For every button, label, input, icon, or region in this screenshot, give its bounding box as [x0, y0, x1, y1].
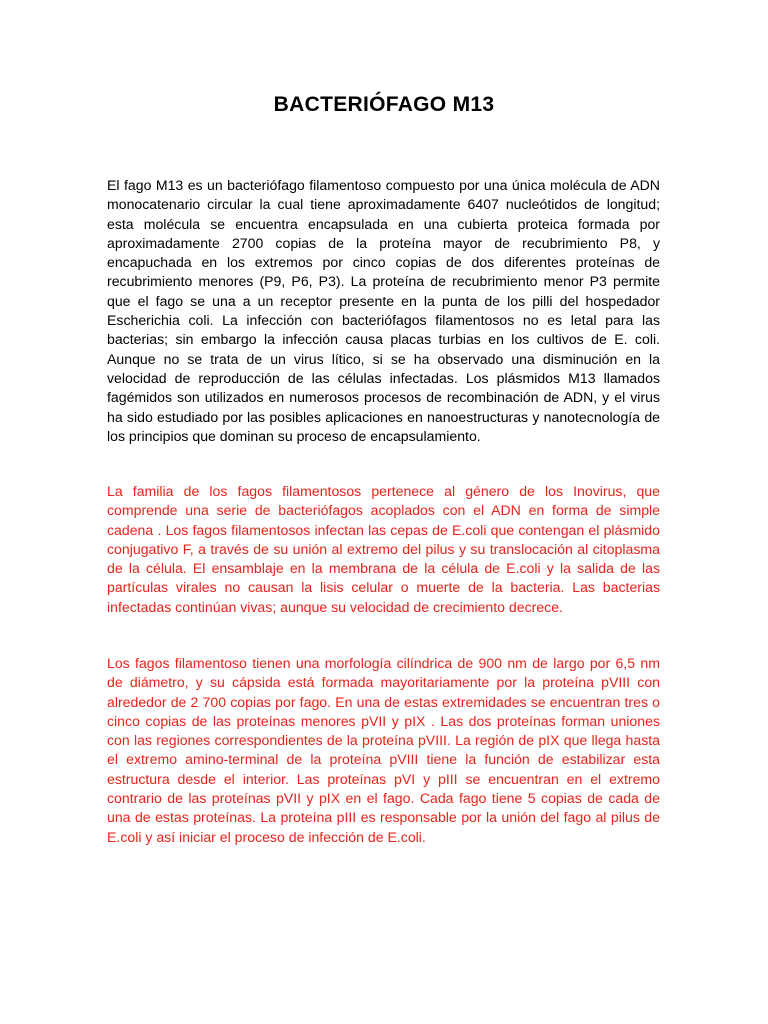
document-title: BACTERIÓFAGO M13: [273, 93, 495, 116]
paragraph-intro: El fago M13 es un bacteriófago filamentoso compuesto por una única molécula de ADN monocatenario circular la cual tiene aproximadamente 6407 nucleótidos de longitud; esta molécula se encuentra encapsulada en una cubierta proteica formada por aproximadamente 2700 copias de la proteína mayor de recubrimiento P8, y encapuchada en los extremos por cinco copias de dos diferentes proteínas de recubrimiento menores (P9, P6, P3). La proteína de recubrimiento menor P3 permite que el fago se una a un receptor presente en la punta de los pilli del hospedador Escherichia coli. La infección con bacteriófagos filamentosos no es letal para las bacterias; sin embargo la infección causa placas turbias en los cultivos de E. coli. Aunque no se trata de un virus lítico, si se ha observado una disminución en la velocidad de reproducción de las células infectadas. Los plásmidos M13 llamados fagémidos son utilizados en numerosos procesos de recombinación de ADN, y el virus ha sido estudiado por las posibles aplicaciones en nanoestructuras y nanotecnología de los principios que dominan su proceso de encapsulamiento.: [107, 177, 660, 444]
paragraph-family: La familia de los fagos filamentosos pertenece al género de los Inovirus, que comprende una serie de bacteriófagos acoplados con el ADN en forma de simple cadena . Los fagos filamentosos infectan las cepas de E.coli que contengan el plásmido conjugativo F, a través de su unión al extremo del pilus y su translocación al citoplasma de la célula. El ensamblaje en la membrana de la célula de E.coli y la salida de las partículas virales no causan la lisis celular o muerte de la bacteria. Las bacterias infectadas continúan vivas; aunque su velocidad de crecimiento decrece.: [107, 483, 660, 615]
paragraph-morphology: Los fagos filamentoso tienen una morfología cilíndrica de 900 nm de largo por 6,5 nm de diámetro, y su cápsida está formada mayoritariamente por la proteína pVIII con alrededor de 2 700 copias por fago. En una de estas extremidades se encuentran tres o cinco copias de las proteínas menores pVII y pIX . Las dos proteínas forman uniones con las regiones correspondientes de la proteína pVIII. La región de pIX que llega hasta el extremo amino-terminal de la proteína pVIII tiene la función de estabilizar esta estructura desde el interior. Las proteínas pVI y pIII se encuentran en el extremo contrario de las proteínas pVII y pIX en el fago. Cada fago tiene 5 copias de cada de una de estas proteínas. La proteína pIII es responsable por la unión del fago al pilus de E.coli y así iniciar el proceso de infección de E.coli.: [107, 655, 660, 845]
